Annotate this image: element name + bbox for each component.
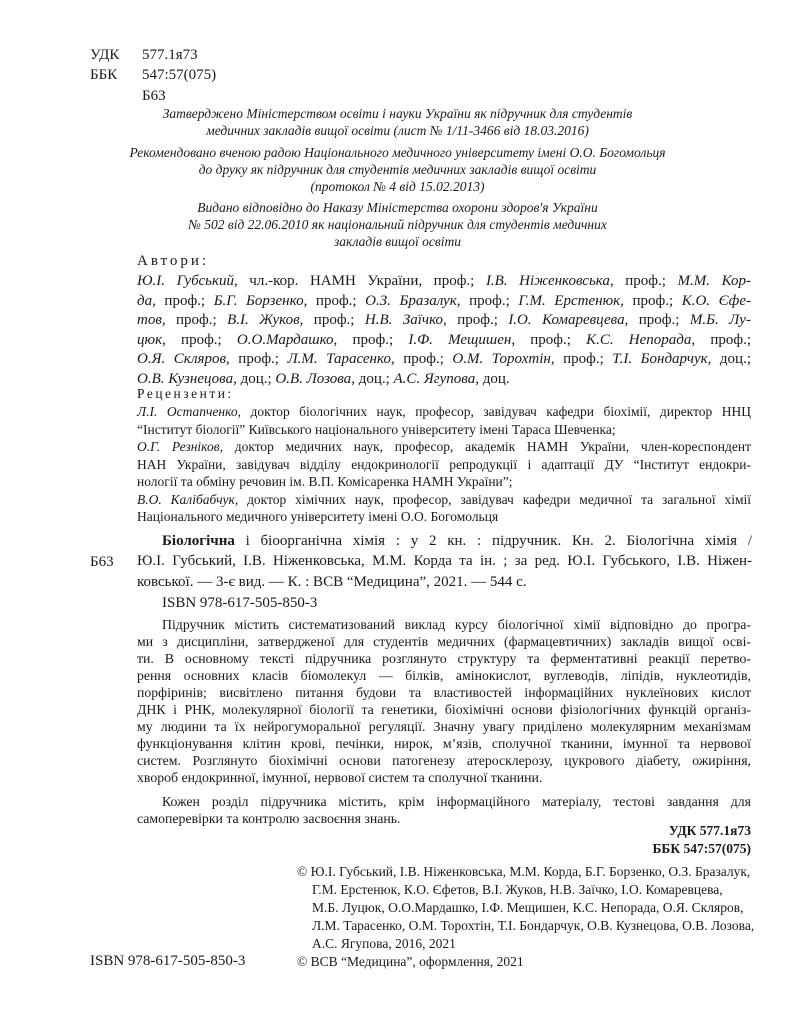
person-name: Б.Г. Борзенко <box>213 292 304 309</box>
catalog-line-3: ковської. — 3-є вид. — К. : ВСВ “Медицина”, 2021. — 544 с. <box>137 574 527 590</box>
person-role: , проф.; <box>162 331 237 348</box>
person-role: , проф.; <box>161 312 228 328</box>
person-role: , проф.; <box>226 351 288 367</box>
person-role: , проф.; <box>443 312 509 328</box>
authors-line <box>137 312 751 329</box>
person-role: , проф.; <box>456 292 519 309</box>
person-name: цюк <box>137 331 163 348</box>
person-role: , доц. <box>475 370 510 387</box>
person-role: , проф.; <box>624 312 690 328</box>
approval-line: (протокол № 4 від 15.02.2013) <box>310 179 485 194</box>
person-role: , доктор медичних наук, професор, академік НАМН України, член-кореспондент <box>219 439 751 454</box>
person-role: , проф.; <box>620 292 682 309</box>
abstract-line: ти. В основному тексті підручника розглянуто структуру та ферментативні реакції перетво- <box>137 651 751 666</box>
person-name: тов <box>137 312 162 328</box>
person-role: , доц.; <box>233 370 276 387</box>
reviewers-line <box>137 509 751 525</box>
person-name: Ю.І. Губський <box>137 273 234 289</box>
abstract-line: систем. Розглянуто біохімічні основи патогенезу атеросклерозу, цукрового діабету, ожиріння, <box>137 753 751 768</box>
catalog-line-1-rest: і біоорганічна хімія : у 2 кн. : підручник. Кн. 2. Біологічна хімія / <box>234 533 752 549</box>
person-name: Г.М. Ерстенюк <box>518 292 621 309</box>
person-name: І.Ф. Мещишен <box>408 331 512 348</box>
catalog-title: Біологічна <box>162 533 235 549</box>
reviewers-line <box>137 492 751 508</box>
footer-udk: УДК 577.1я73 <box>668 823 751 838</box>
person-role: “Інститут біології” Київського національного університету імені Тараса Шевченка; <box>137 421 616 437</box>
reviewers-line <box>137 474 751 490</box>
person-role: , доктор біологічних наук, професор, завідувач кафедри біохімії, директор ННЦ <box>237 404 751 419</box>
person-role: , проф.; <box>390 351 453 367</box>
copyright-line: © ВСВ “Медицина”, оформлення, 2021 <box>297 954 524 969</box>
person-role: , проф.; <box>333 331 409 348</box>
abstract-line: ми з дисципліни, затвердженої для студентів медичних (фармацевтичних) закладів вищої осві- <box>137 634 751 649</box>
person-name: Л.І. Остапченко <box>137 404 238 419</box>
approval-line: до друку як підручник для студентів медичних закладів вищої освіти <box>198 162 597 177</box>
person-role: , проф.; <box>299 312 365 328</box>
person-name: К.О. Єфе- <box>681 292 751 309</box>
abstract-line: ДНК і РНК, молекулярної біології та генетики, біохімічні основи фізіологічних функцій організ- <box>137 702 751 717</box>
person-role: , проф.; <box>609 273 678 289</box>
person-name: В.О. Калібабчук <box>137 491 235 507</box>
catalog-line-1 <box>162 533 752 550</box>
person-name: М.Б. Лу- <box>689 312 751 328</box>
person-name: Н.В. Заїчко <box>364 312 444 328</box>
person-name: О.О.Мардашко <box>236 331 334 348</box>
authors-heading: Автори: <box>137 253 210 269</box>
person-name: О.Я. Скляров <box>137 351 227 367</box>
person-role: , доц.; <box>351 370 394 387</box>
authors-line <box>137 273 751 290</box>
person-name: О.З. Бразалук <box>365 292 457 309</box>
person-name: А.С. Ягупова <box>393 370 476 387</box>
person-name: М.М. Кор- <box>677 273 751 289</box>
copyright-line: Л.М. Тарасенко, О.М. Торохтін, Т.І. Бондарчук, О.В. Кузнецова, О.В. Лозова, <box>312 918 755 933</box>
udk-label: УДК <box>90 47 120 63</box>
person-name: О.М. Торохтін <box>452 351 551 367</box>
person-name: О.В. Кузнецова <box>137 370 234 387</box>
abstract-line: рення основних класів біомолекул — білків, амінокислот, вуглеводів, ліпідів, нуклеотидів, <box>137 668 751 683</box>
copyright-line: © Ю.І. Губський, І.В. Ніженковська, М.М. Корда, Б.Г. Борзенко, О.З. Бразалук, <box>297 864 751 879</box>
person-role: , проф.; <box>511 331 587 348</box>
reviewers-line <box>137 439 751 455</box>
reviewers-line <box>137 404 751 420</box>
abstract-line: самоперевірки та контролю засвоєння знань. <box>137 811 401 826</box>
abstract-line: Підручник містить систематизований виклад курсу біологічної хімії відповідно до програ- <box>162 617 751 632</box>
person-name: да <box>137 292 153 309</box>
person-name: Т.І. Бондарчук <box>612 351 708 367</box>
copyright-line: Г.М. Ерстенюк, К.О. Єфетов, В.І. Жуков, Н.В. Заїчко, І.О. Комаревцева, <box>312 882 723 897</box>
approval-line: Рекомендовано вченою радою Національного медичного університету імені О.О. Богомольця <box>129 145 666 160</box>
bbk-value: 547:57(075) <box>142 67 217 83</box>
person-name: В.І. Жуков <box>227 312 300 328</box>
authors-line <box>137 351 751 368</box>
person-role: НАН України, завідувач відділу ендокринології репродукції і адаптації ДУ “Інститут ендокри- <box>137 456 751 472</box>
authors-line <box>137 332 751 349</box>
isbn-bottom: ISBN 978-617-505-850-3 <box>90 953 246 969</box>
person-name: О.В. Лозова <box>275 370 352 387</box>
reviewers-heading: Рецензенти: <box>137 386 234 401</box>
reviewers-line <box>137 422 751 438</box>
udk-value: 577.1я73 <box>142 47 198 63</box>
person-role: , проф.; <box>152 292 214 309</box>
person-role: , проф.; <box>303 292 366 309</box>
approval-line: Затверджено Міністерством освіти і науки України як підручник для студентів <box>162 106 633 121</box>
abstract-line: хвороб ендокринної, імунної, нервової систем та сполучної тканини. <box>137 770 543 785</box>
author-mark: Б63 <box>142 88 166 104</box>
reviewers-line <box>137 457 751 473</box>
person-name: К.С. Непорада <box>586 331 692 348</box>
person-name: І.О. Комаревцева <box>508 312 625 328</box>
person-name: О.Г. Резніков <box>137 439 220 454</box>
abstract-line: Кожен розділ підручника містить, крім інформаційного матеріалу, тестові завдання для <box>162 794 751 809</box>
catalog-mark: Б63 <box>90 554 114 570</box>
person-role: , проф.; <box>691 331 752 348</box>
footer-bbk: ББК 547:57(075) <box>652 841 751 856</box>
copyright-line: М.Б. Луцюк, О.О.Мардашко, І.Ф. Мещишен, К.С. Непорада, О.Я. Скляров, <box>312 900 744 915</box>
person-name: Л.М. Тарасенко <box>287 351 391 367</box>
person-role: Національного медичного університету імені О.О. Богомольця <box>137 509 499 524</box>
catalog-line-2: Ю.І. Губський, І.В. Ніженковська, М.М. Корда та ін. ; за ред. Ю.І. Губського, І.В. Ніжен- <box>137 553 752 569</box>
person-role: , чл.-кор. НАМН України, проф.; <box>233 273 486 289</box>
authors-line <box>137 371 751 388</box>
person-role: , доктор хімічних наук, професор, завідувач кафедри медичної та загальної хімії <box>234 491 751 507</box>
abstract-line: порфіринів; висвітлено питання будови та властивостей інформаційних нуклеїнових кислот <box>137 685 751 700</box>
authors-line <box>137 293 751 310</box>
person-role: , проф.; <box>550 351 613 367</box>
bbk-label: ББК <box>90 67 118 83</box>
person-role: нології та обміну речовин ім. В.П. Комісаренка НАМН України”; <box>137 474 513 489</box>
approval-line: медичних закладів вищої освіти (лист № 1/11-3466 від 18.03.2016) <box>206 123 589 138</box>
abstract-line: функціонування клітин крові, печінки, нирок, м’язів, сполучної тканини, імунної та нервової <box>137 736 751 751</box>
approval-line: Видано відповідно до Наказу Міністерства охорони здоров'я України <box>197 200 598 215</box>
catalog-isbn: ISBN 978-617-505-850-3 <box>162 595 318 611</box>
person-role: , доц.; <box>707 351 752 367</box>
approval-line: закладів вищої освіти <box>334 234 461 249</box>
copyright-line: А.С. Ягупова, 2016, 2021 <box>312 936 456 951</box>
abstract-line: му людини та їх нейрогуморальної регуляції. Значну увагу приділено молекулярним механізмам <box>137 719 751 734</box>
approval-line: № 502 від 22.06.2010 як національний підручник для студентів медичних <box>188 217 607 232</box>
person-name: І.В. Ніженковська <box>485 273 610 289</box>
